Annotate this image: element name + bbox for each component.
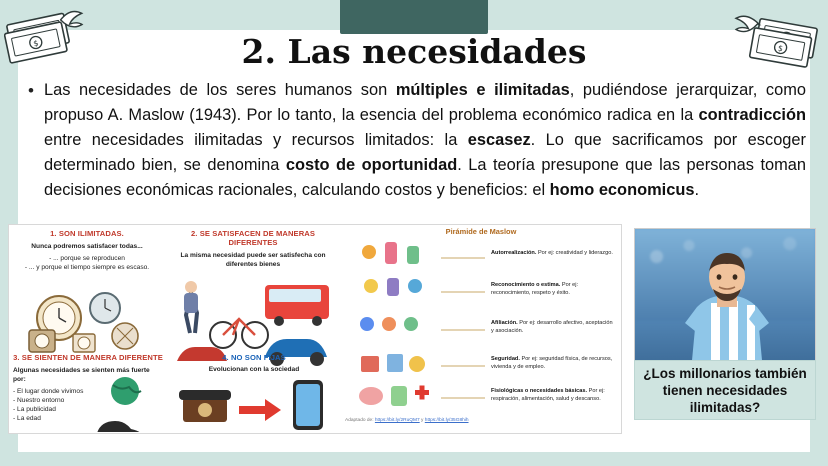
pyramid-level-4-desc: Por ej: seguridad física, de recursos, vivienda y de empleo. — [491, 356, 613, 370]
pyramid-level-5-name: Fisiológicas o necesidades básicas. — [491, 388, 588, 394]
page-title: 2. Las necesidades — [241, 32, 587, 71]
pyramid-level-2-desc: Por ej: reconocimiento, respeto y éxito. — [491, 282, 579, 296]
pyramid-level-2-name: Reconocimiento o estima. — [491, 282, 561, 288]
player-figure — [671, 251, 783, 370]
bullet-marker: • — [28, 81, 34, 100]
infographic-block-4-heading: 4. NO SON FIJAS — [222, 353, 286, 362]
pyramid-level-5 — [491, 388, 615, 403]
infographic-block-1-line-1: Nunca podremos satisfacer todas... — [31, 243, 143, 250]
infographic-block-3-line-5: - La edad — [13, 415, 41, 422]
pyramid-source-note — [345, 418, 617, 423]
infographic-block-1-line-3: - ... y porque el tiempo siempre es escaso. — [24, 264, 150, 271]
pyramid-level-4 — [491, 356, 615, 371]
footballer-photo — [634, 228, 816, 370]
pyramid-title: Pirámide de Maslow — [445, 227, 517, 236]
pyramid-level-5-desc: Por ej: respiración, alimentación, salud y descanso. — [491, 388, 605, 402]
pyramid-source-separator: y — [421, 418, 424, 423]
infographic-block-1 — [13, 229, 161, 358]
slide-top-tab-decoration — [340, 0, 488, 34]
infographic-block-3 — [13, 353, 163, 423]
pyramid-levels — [345, 238, 617, 416]
infographic-block-2-line-1: La misma necesidad puede ser satisfecha con diferentes bienes — [180, 252, 326, 268]
infographic-block-1-heading: 1. SON ILIMITADAS. — [50, 229, 124, 238]
infographic-block-4 — [169, 353, 339, 434]
photo-caption — [634, 360, 816, 420]
infographic-block-2 — [169, 229, 337, 369]
body-paragraph-block — [24, 78, 806, 203]
pyramid-level-3 — [491, 320, 615, 335]
infographic-block-4-line-1: Evolucionan con la sociedad — [208, 366, 300, 373]
infographic-block-3-line-4: - La publicidad — [13, 406, 56, 413]
pyramid-level-3-name: Afiliación. — [491, 320, 518, 326]
svg-text:$: $ — [32, 38, 40, 49]
slide-frame-bottom — [0, 452, 828, 466]
infographic-block-3-line-2: - El lugar donde vivimos — [13, 388, 84, 395]
pyramid-level-1-desc: Por ej: creatividad y liderazgo. — [537, 250, 613, 256]
clocks-illustration — [13, 278, 161, 358]
photo-caption-text: ¿Los millonarios también tienen necesidades ilimitadas? — [643, 365, 807, 415]
infographic-block-2-heading: 2. SE SATISFACEN DE MANERAS DIFERENTES — [190, 229, 316, 247]
pyramid-level-2 — [491, 282, 615, 297]
pyramid-level-4-name: Seguridad. — [491, 356, 520, 362]
misc-icons-illustration — [169, 432, 339, 434]
phone-evolution-illustration — [169, 376, 339, 432]
infographic-block-3-line-3: - Nuestro entorno — [13, 397, 65, 404]
pyramid-level-3-desc: Por ej: desarrollo afectivo, aceptación y asociación. — [491, 320, 613, 334]
pyramid-source-link-1[interactable]: https://bit.ly/2RuQM7 — [374, 418, 420, 423]
svg-text:$: $ — [777, 43, 784, 54]
body-paragraph: Las necesidades de los seres humanos son múltiples e ilimitadas, pudiéndose jerarquizar, como propuso A. Maslow (1943). Por lo tanto, la esencia del problema económico radica en la contradicción entre necesidades ilimitadas y recursos limitados: la escasez. Lo que sacrificamos por escoger determinado bien, se denomina costo de oportunidad. La teoría presupone que las personas toman decisiones económicas racionales, calculando costos y beneficios: el homo economicus. — [44, 81, 807, 199]
globe-shoe-illustration — [91, 375, 161, 434]
infographic-block-1-line-2: - ... porque se reproducen — [49, 255, 125, 262]
infographic-block-3-line-1: Algunas necesidades se sienten más fuerte por: — [13, 367, 150, 383]
pyramid-source-link-2[interactable]: https://bit.ly/35G8hih — [424, 418, 469, 423]
infographic-image — [8, 224, 622, 434]
pyramid-source-prefix: Adaptado de: — [345, 418, 374, 423]
pyramid-level-1-name: Autorrealización. — [491, 250, 537, 256]
pyramid-level-1 — [491, 250, 615, 258]
maslow-pyramid-block — [345, 227, 617, 423]
infographic-block-3-heading: 3. SE SIENTEN DE MANERA DIFERENTE — [13, 353, 163, 362]
